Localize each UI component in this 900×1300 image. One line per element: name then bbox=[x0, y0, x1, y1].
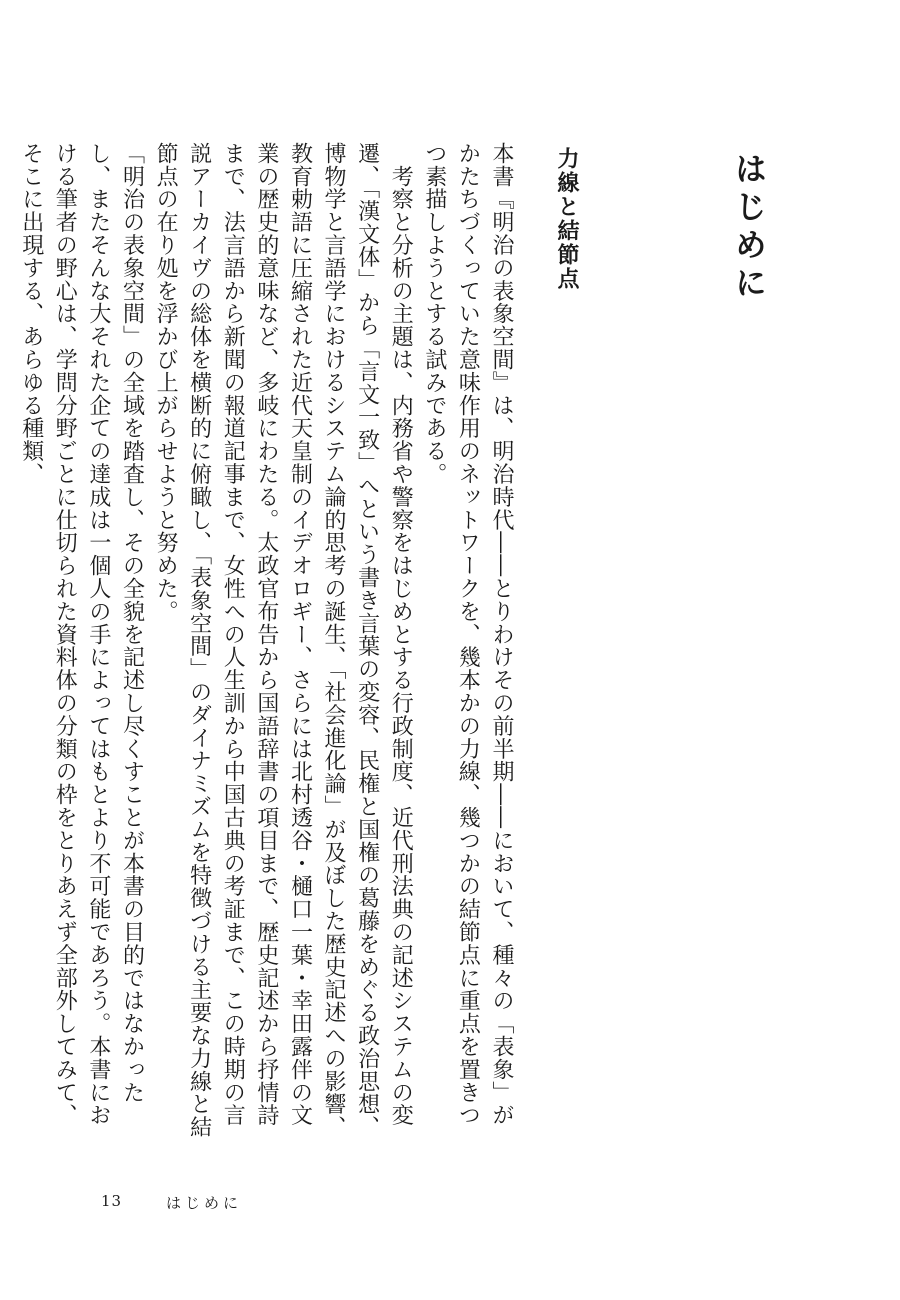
section-title: 力線と結節点 bbox=[554, 147, 580, 291]
paragraph-2: 考察と分析の主題は、内務省や警察をはじめとする行政制度、近代刑法典の記述システムの変遷、「漢文体」から「言文一致」へという書き言葉の変容、民権と国権の葛藤をめぐる政治思想、博物学と言語学におけるシステム論的思考の誕生、「社会進化論」が及ぼした歴史記述への影響、教育勅語に圧縮された近代天皇制のイデオロギー、さらには北村透谷・樋口一葉・幸田露伴の文業の歴史的意味など、多岐にわたる。太政官布告から国語辞書の項目まで、歴史記述から抒情詩まで、法言語から新聞の報道記事まで、女性への人生訓から中国古典の考証まで、この時期の言説アーカイヴの総体を横断的に俯瞰し、「表象空間」のダイナミズムを特徴づける主要な力線と結節点の在り処を浮かび上がらせようと努めた。 bbox=[153, 142, 414, 1139]
paragraph-3: 「明治の表象空間」の全域を踏査し、その全貌を記述し尽くすことが本書の目的ではなかったし、またそんな大それた企ての達成は一個人の手によってはもとより不可能であろう。本書における筆者の野心は、学問分野ごとに仕切られた資料体の分類の枠をとりあえず全部外してみて、そこに出現する、あらゆる種類、 bbox=[18, 142, 145, 1127]
body-text bbox=[18, 142, 518, 1147]
chapter-title: はじめに bbox=[730, 152, 768, 304]
running-title: はじめに bbox=[166, 1194, 243, 1212]
paragraph-1: 本書『明治の表象空間』は、明治時代――とりわけその前半期――において、種々の「表象」がかたちづくっていた意味作用のネットワークを、幾本かの力線、幾つかの結節点に重点を置きつつ素描しようとする試みである。 bbox=[421, 142, 514, 1127]
page-number: 13 bbox=[101, 1192, 123, 1210]
